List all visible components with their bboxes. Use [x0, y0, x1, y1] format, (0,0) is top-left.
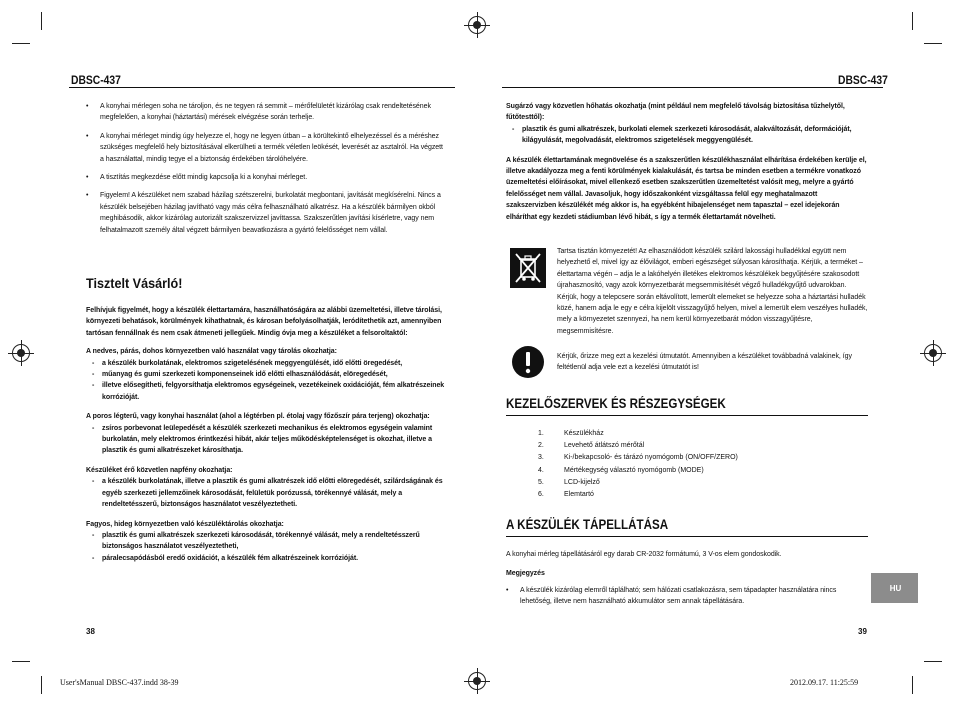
language-tab: HU: [871, 573, 918, 603]
group-heading: Fagyos, hideg környezetben való készüléktárolás okozhatja:: [86, 520, 284, 528]
list-item: • Figyelem! A készüléket nem szabad házilag szétszerelni, burkolatát megbontani, javítását megkísérelni. Nincs a készülék belsejében házilag javítható vagy más célra felhasználható alkatrész. Ha a készülék bármilyen okból meghibásodik, akkor kizárólag autorizált szakszervizzel javíttassa. Szakszerűtlen javítási kísérletre, vagy nem felhatalmazott személy által végzett bármilyen beavatkozásra a gyártó felelősséget nem vállal.: [86, 190, 448, 236]
page-title: Tisztelt Vásárló!: [86, 275, 183, 291]
list-item: - illetve elősegítheti, felgyorsíthatja elektromos egységeinek, vezetékeinek oxidációját, fém alkatrészeinek korrózióját.: [86, 380, 448, 403]
part-label: Készülékház: [564, 430, 604, 437]
list-item: - plasztik és gumi alkatrészek, burkolati elemek szerkezeti károsodását, alakváltozását, deformációját, kilágyulását, megolvadását, elektromos szigetelések meggyengülését.: [506, 124, 868, 147]
right-top: [506, 101, 868, 229]
list-item: - zsíros porbevonat leülepedését a készülék szerkezeti mechanikus és elektromos egységein valamint burkolatán, mely elektromos érintkezési hibát, akár teljes működésképtelenséget is okozhat, illetve a plasztik és gumi alkatrészeket károsíthatja.: [86, 423, 448, 457]
heat-list: [506, 124, 868, 147]
section-title-power: A KÉSZÜLÉK TÁPELLÁTÁSA: [506, 517, 669, 532]
part-label: Elemtartó: [564, 491, 594, 499]
page-number-left: 38: [86, 627, 95, 636]
group-heading: Készüléket érő közvetlen napfény okozhatja:: [86, 466, 233, 474]
header-rule-right: [502, 87, 883, 88]
part-number: 3.: [538, 454, 544, 462]
list-item: • A tisztítás megkezdése előtt mindig kapcsolja ki a konyhai mérleget.: [86, 172, 448, 183]
lifetime-paragraph: A készülék élettartamának megnövelése és a szakszerűtlen készülékhasználat elhárítása érdekében kerülje el, illetve akadályozza meg a fenti körülmények kialakulását, és tartsa be minden esetben a termékre vonatkozó üzemeltetési előírásokat, mivel ellenkező esetben szakszerűtlen üzemeltetést valósít meg, melyre a gyártó felelősséget nem vállal. Javasoljuk, hogy időszakonként vizsgáltassa felül egy meghatalmazott szakszervizben készülékét még akkor is, ha egyébként hibajelenséget nem tapasztal – ezel idejekorán elháríthat egy kezdeti stádiumban lévő hibát, s így a termék élettartamát növelheti.: [506, 156, 867, 221]
header-model-right: DBSC-437: [838, 73, 888, 87]
list-item: - a készülék burkolatának, illetve a plasztik és gumi alkatrészek idő előtti elöregedését, szilárdságának és egyéb szerkezeti jellemzőinek károsodását, felületük porózussá, törékennyé válását, mely a rendeltetésszerű, biztonságos használatot veszélyeztetheti.: [86, 476, 448, 510]
group-list: [86, 358, 448, 404]
part-number: 1.: [538, 430, 544, 437]
section-rule: [506, 415, 868, 416]
list-item: - plasztik és gumi alkatrészek szerkezeti károsodását, törékennyé válását, mely a rendeltetésszerű biztonságos használatot veszélyeztetheti,: [86, 530, 448, 553]
recycle-paragraph: Tartsa tisztán környezetét! Az elhasználódott készülék szilárd lakossági hulladékkal együtt nem helyezhető el, mivel így az élővilágot, emberi egészséget súlyosan károsíthatja. Kérjük, a terméket – élettartama végén – adja le a lakóhelyén illetékes elektromos készülékek begyűjtésére szakosodott újrahasznosító, vagy azok környezetbarát megsemmisítését végző hulladékgyűjtő udvarokban. Kérjük, hogy a telepcsere során eltávolított, lemerült elemeket se helyezze soha a háztartási hulladék közé, hanem adja le egy e célra kijelölt visszagyűjtő helyen, mivel a lemerült elem veszélyes hulladék, mely a környezetet szennyezi, ha nem kerül környezetbarát módon visszagyűjtésre, megsemmisítésre.: [557, 248, 868, 335]
part-number: 5.: [538, 478, 544, 486]
left-body: [86, 305, 448, 568]
list-item: • A készülék kizárólag elemről táplálható; sem hálózati csatlakozásra, sem tápadapter használatára nincs lehetőség, illetve nem használható akkumulátor sem annak tápellátására.: [506, 585, 868, 608]
group-list: [86, 423, 448, 457]
intro-paragraph: Felhívjuk figyelmét, hogy a készülék élettartamára, használhatóságára az alábbi üzemeltetési, illetve tárolási, környezeti behatások, körülmények kihathatnak, és károsan befolyásolhatják, leródítethetik azt, amennyiben tartósan fennállnak és nem csak átmeneti jellegűek. Mindig óvja meg a készüléket a felsoroltaktól:: [86, 307, 442, 337]
registration-mark-icon: [12, 344, 30, 362]
section-title-controls: KEZELŐSZERVEK ÉS RÉSZEGYSÉGEK: [506, 396, 726, 411]
list-item: [538, 452, 838, 464]
parts-list: [538, 428, 838, 501]
crop-mark: [41, 12, 42, 30]
power-block: [506, 549, 868, 615]
part-number: 6.: [538, 491, 544, 499]
note-list: [506, 585, 868, 608]
list-item: • A konyhai mérlegen soha ne tároljon, és ne tegyen rá semmit – mérőfelületét kizárólag csak rendeltetésének megfelelően, a konyhai (háztartási) mérések elvégzése során terhelje.: [86, 101, 448, 124]
part-label: Ki-/bekapcsoló- és tárázó nyomógomb (ON/OFF/ZERO): [564, 454, 738, 462]
crop-mark: [924, 43, 942, 44]
list-item: [538, 477, 838, 489]
part-label: LCD-kijelző: [564, 478, 600, 486]
list-item: • A konyhai mérleget mindig úgy helyezze el, hogy ne legyen útban – a körültekintő elhelyezéssel és a méréshez szükséges megfelelő hely biztosításával elkerülheti a termék véletlen leökését, leverését az asztalról. Ha végzett a használattal, mindig tegye el a biztonság érdekében tárolóhelyére.: [86, 131, 448, 165]
list-item: [538, 489, 838, 501]
note-heading: Megjegyzés: [506, 570, 545, 578]
heat-heading: Sugárzó vagy közvetlen hőhatás okozhatja (mint például nem megfelelő távolság biztosítása tűzhelytől, fűtőtesttől):: [506, 103, 845, 122]
registration-mark-icon: [924, 344, 942, 362]
registration-mark-icon: [468, 16, 486, 34]
footer-file: User'sManual DBSC-437.indd 38-39: [60, 678, 179, 687]
crop-mark: [924, 661, 942, 662]
crop-mark: [41, 676, 42, 694]
safety-bullets: [86, 101, 448, 236]
group-list: [86, 476, 448, 510]
crossed-bin-icon: [510, 248, 546, 288]
section-rule: [506, 536, 868, 537]
part-label: Mértékegység választó nyomógomb (MODE): [564, 466, 704, 474]
list-item: - páralecsapódásból eredő oxidációt, a készülék fém alkatrészeinek korrózióját.: [86, 553, 448, 564]
group-heading: A poros légterű, vagy konyhai használat (ahol a légtérben pl. étolaj vagy főzőszír pára terjeng) okozhatja:: [86, 413, 430, 421]
registration-mark-icon: [468, 672, 486, 690]
exclamation-icon: [512, 346, 544, 378]
header-rule-left: [69, 87, 455, 88]
header-model-left: DBSC-437: [71, 73, 121, 87]
warning-paragraph: Kérjük, őrizze meg ezt a kezelési útmutatót. Amennyiben a készüléket továbbadná valakinek, így feltétlenül adja vele ezt a kezelési útmutatót is!: [557, 353, 852, 372]
list-item: [538, 440, 838, 452]
group-heading: A nedves, párás, dohos környezetben való használat vagy tárolás okozhatja:: [86, 348, 337, 356]
part-label: Levehető átlátszó mérőtál: [564, 442, 645, 450]
crop-mark: [912, 12, 913, 30]
crop-mark: [12, 43, 30, 44]
list-item: - műanyag és gumi szerkezeti komponenseinek idő előtti elhasználódását, elöregedését,: [86, 369, 448, 380]
crop-mark: [912, 676, 913, 694]
list-item: [538, 428, 838, 440]
list-item: [538, 465, 838, 477]
list-item: - a készülék burkolatának, elektromos szigetelésének meggyengülését, idő előtti öregedését,: [86, 358, 448, 369]
part-number: 2.: [538, 442, 544, 450]
footer-datetime: 2012.09.17. 11:25:59: [790, 678, 859, 687]
group-list: [86, 530, 448, 564]
power-paragraph: A konyhai mérleg tápellátásáról egy darab CR-2032 formátumú, 3 V-os elem gondoskodik.: [506, 551, 782, 558]
crop-mark: [12, 661, 30, 662]
part-number: 4.: [538, 466, 544, 474]
page-number-right: 39: [858, 627, 867, 636]
left-page: [86, 101, 448, 243]
